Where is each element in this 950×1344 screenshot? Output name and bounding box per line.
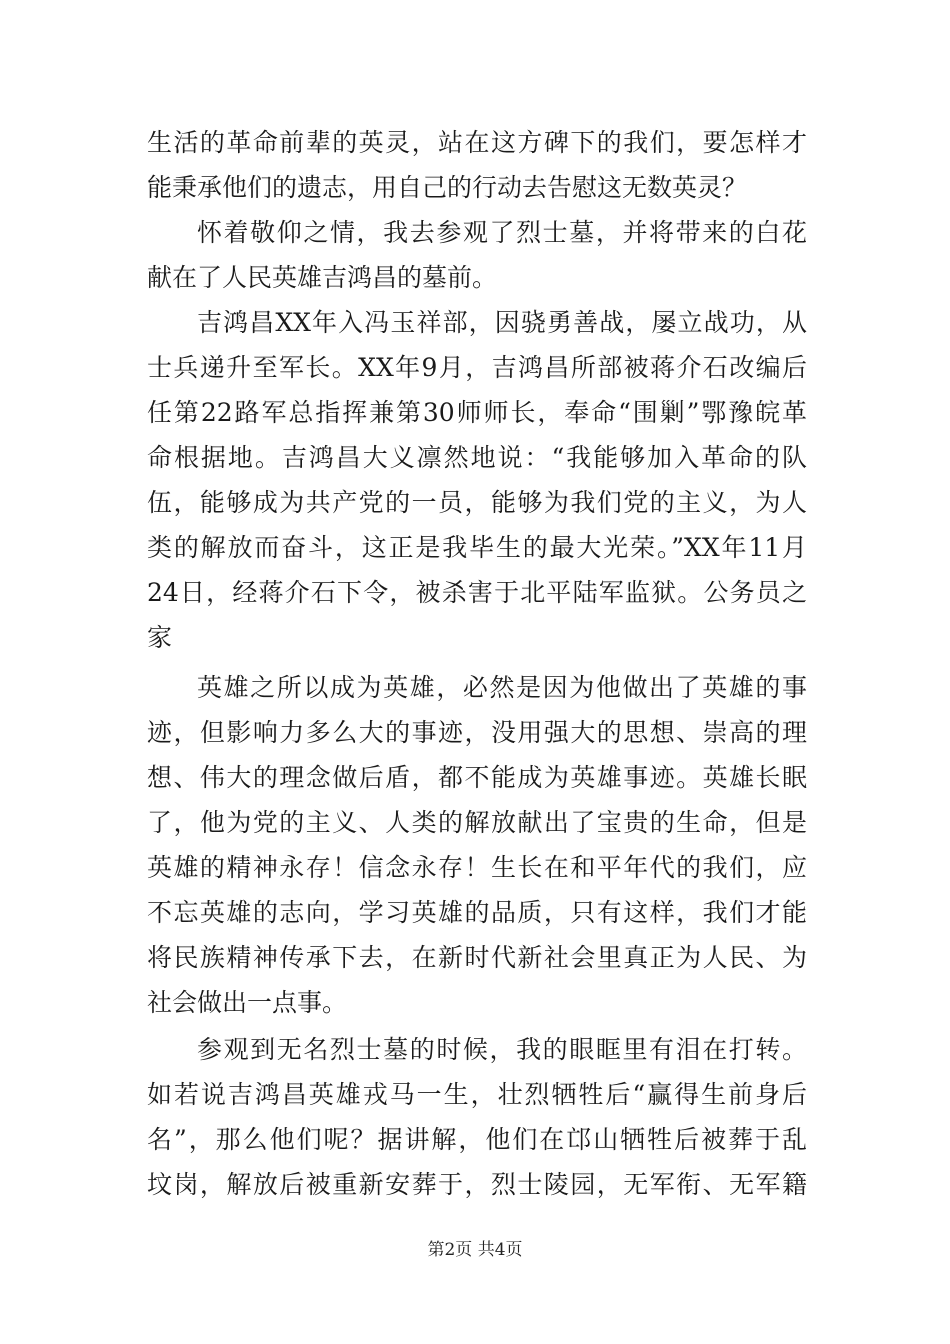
paragraph-line: 吉鸿昌XX年入冯玉祥部，因骁勇善战，屡立战功，从 [197,308,807,337]
paragraph-line: 英雄之所以成为英雄，必然是因为他做出了英雄的事 [197,673,807,702]
paragraph-line: 名”，那么他们呢？据讲解，他们在邙山牺牲后被葬于乱 [147,1125,807,1154]
paragraph-line: 24日，经蒋介石下令，被杀害于北平陆军监狱。公务员之 [147,578,807,607]
paragraph-line: 命根据地。吉鸿昌大义凛然地说：“我能够加入革命的队 [147,443,807,472]
paragraph-line: 如若说吉鸿昌英雄戎马一生，壮烈牺牲后“赢得生前身后 [147,1080,807,1109]
paragraph-line: 将民族精神传承下去，在新时代新社会里真正为人民、为 [147,943,807,972]
paragraph-line: 坟岗，解放后被重新安葬于，烈士陵园，无军衔、无军籍 [147,1170,807,1199]
paragraph-line: 家 [147,623,173,652]
paragraph-line: 了，他为党的主义、人类的解放献出了宝贵的生命，但是 [147,808,807,837]
paragraph-line: 社会做出一点事。 [147,988,348,1017]
page-number-footer: 第2页 共4页 [427,1240,523,1260]
paragraph-line: 参观到无名烈士墓的时候，我的眼眶里有泪在打转。 [197,1035,807,1064]
paragraph-line: 士兵递升至军长。XX年9月，吉鸿昌所部被蒋介石改编后 [147,353,807,382]
paragraph-line: 英雄的精神永存！信念永存！生长在和平年代的我们，应 [147,853,807,882]
paragraph-line: 任第22路军总指挥兼第30师师长，奉命“围剿”鄂豫皖革 [147,398,807,427]
paragraph-line: 伍，能够成为共产党的一员，能够为我们党的主义，为人 [147,488,807,517]
paragraph-line: 献在了人民英雄吉鸿昌的墓前。 [147,263,498,292]
paragraph-line: 生活的革命前辈的英灵，站在这方碑下的我们，要怎样才 [147,128,807,157]
paragraph-line: 怀着敬仰之情，我去参观了烈士墓，并将带来的白花 [197,218,807,247]
paragraph-line: 迹，但影响力多么大的事迹，没用强大的思想、崇高的理 [147,718,807,747]
paragraph-line: 想、伟大的理念做后盾，都不能成为英雄事迹。英雄长眠 [147,763,807,792]
paragraph-line: 类的解放而奋斗，这正是我毕生的最大光荣。”XX年11月 [147,533,807,562]
paragraph-line: 不忘英雄的志向，学习英雄的品质，只有这样，我们才能 [147,898,807,927]
paragraph-line: 能秉承他们的遗志，用自己的行动去告慰这无数英灵？ [147,173,748,202]
